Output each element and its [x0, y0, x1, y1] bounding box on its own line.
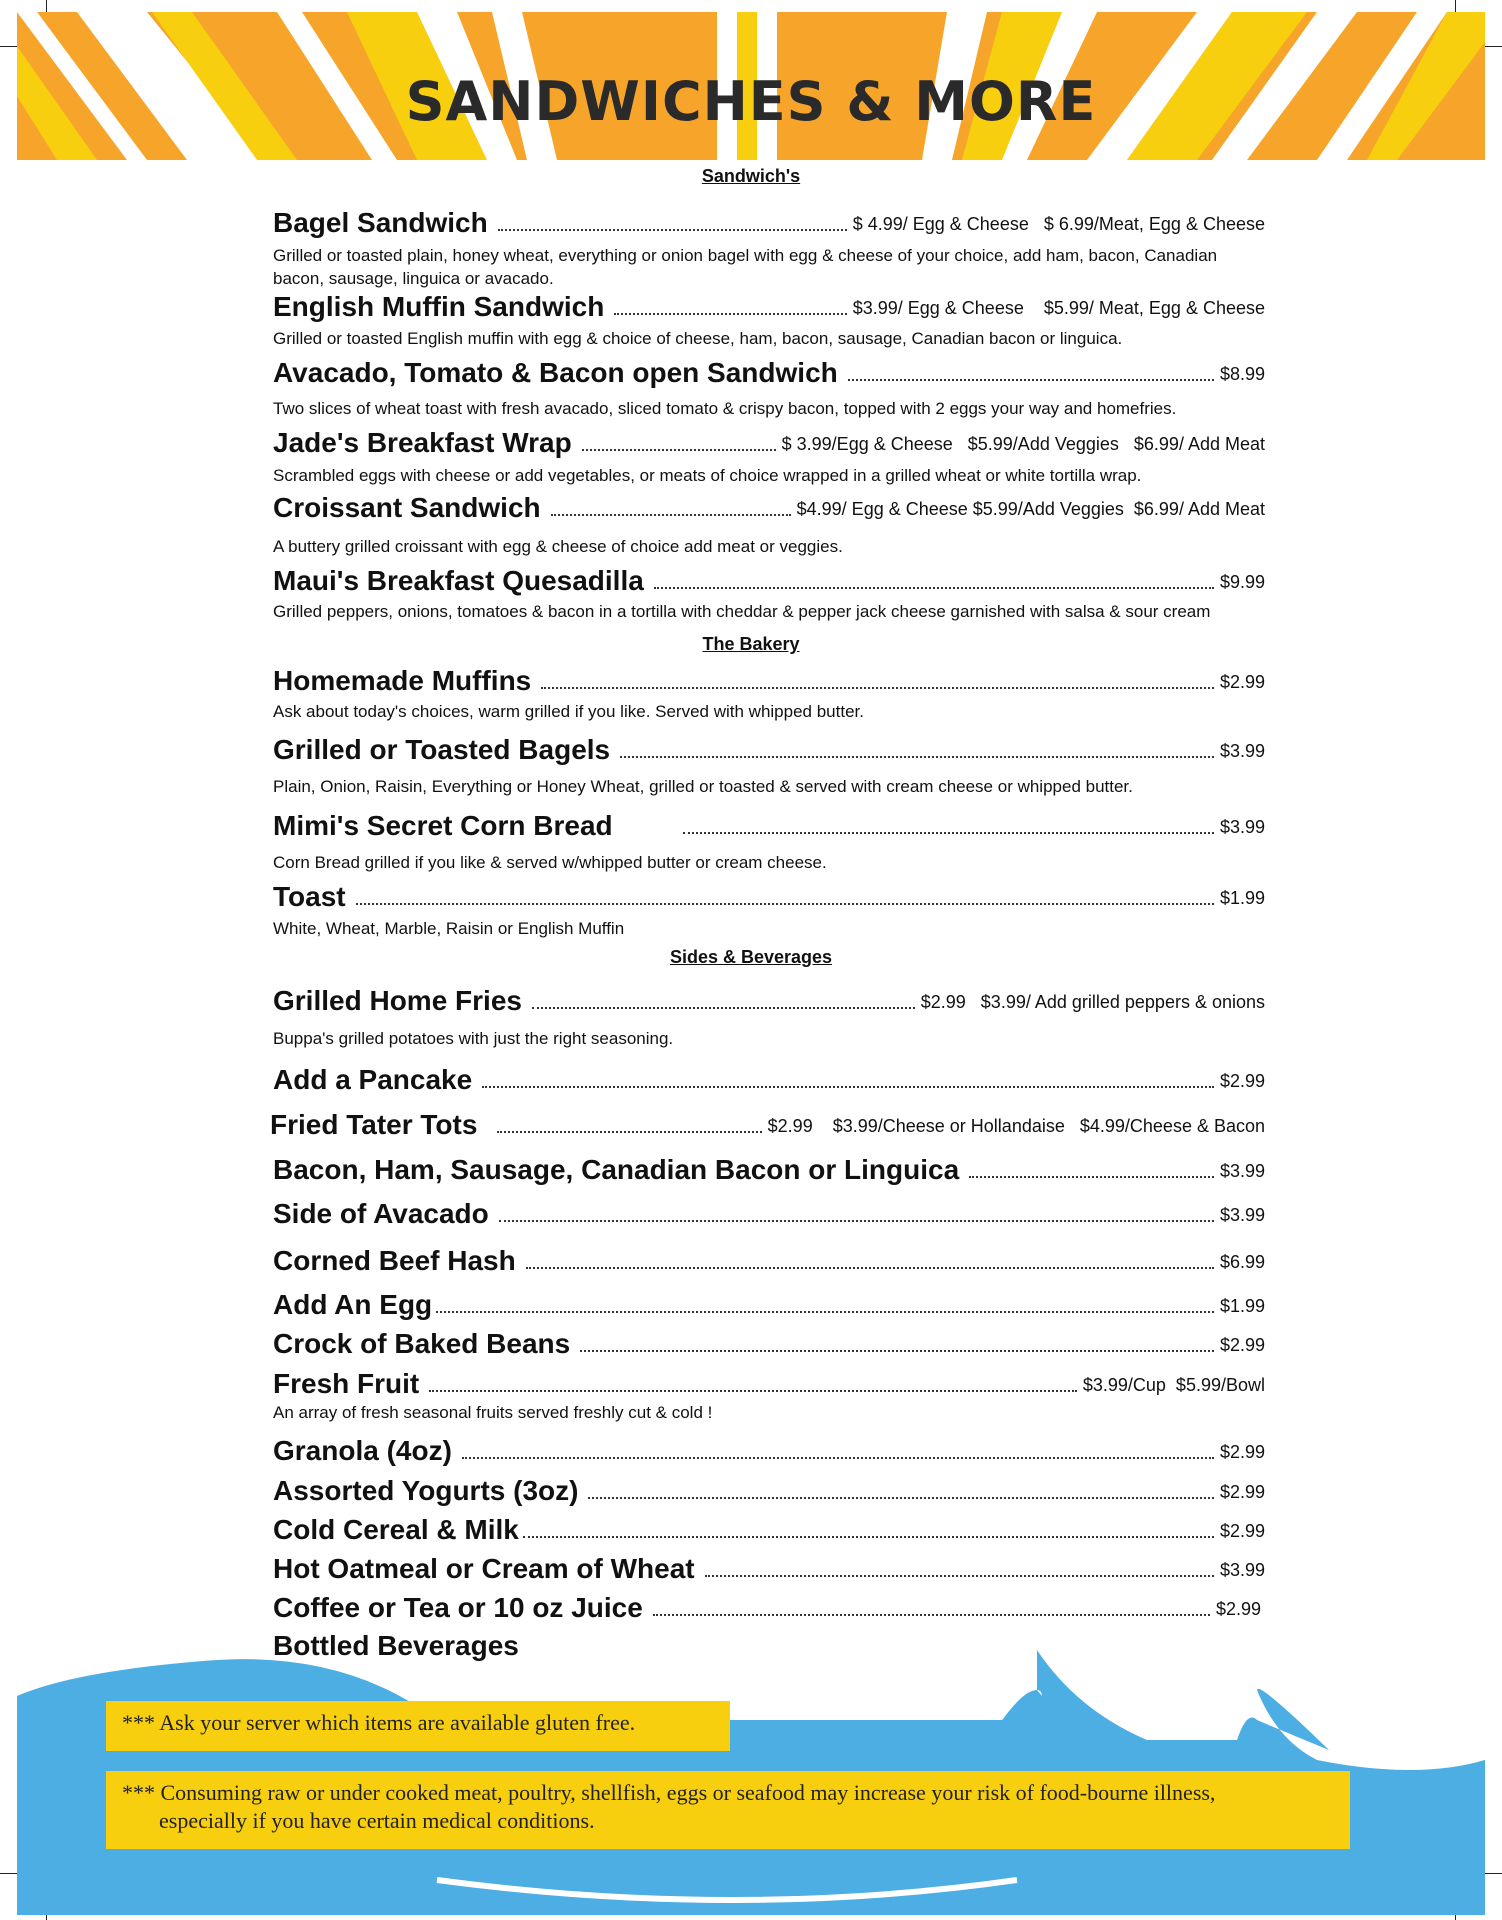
menu-item	[273, 1152, 1265, 1186]
menu-item	[273, 425, 1265, 459]
item-name: Assorted Yogurts (3oz)	[273, 1475, 579, 1506]
item-name: Grilled or Toasted Bagels	[273, 734, 611, 765]
item-name: Add a Pancake	[273, 1064, 473, 1095]
item-price: $6.99	[1219, 1252, 1265, 1272]
dot-leader	[541, 687, 1214, 689]
item-price: $2.99	[1219, 1442, 1265, 1462]
menu-item	[273, 1196, 1265, 1230]
item-description: Ask about today's choices, warm grilled if you like. Served with whipped butter.	[273, 702, 864, 721]
menu-item	[273, 732, 1265, 766]
item-name: Jade's Breakfast Wrap	[273, 427, 572, 458]
item-name: English Muffin Sandwich	[273, 291, 605, 322]
menu-item	[273, 1243, 1265, 1277]
item-price: $ 4.99/ Egg & Cheese $ 6.99/Meat, Egg & Cheese	[852, 214, 1265, 234]
dot-leader	[588, 1497, 1214, 1499]
food-safety-notice	[106, 1771, 1350, 1849]
menu-item	[273, 1326, 1265, 1360]
item-description: Grilled peppers, onions, tomatoes & bacon in a tortilla with cheddar & pepper jack cheese garnished with salsa & sour cream	[273, 602, 1211, 621]
item-description: An array of fresh seasonal fruits served freshly cut & cold !	[273, 1403, 713, 1422]
dot-leader	[580, 1350, 1214, 1352]
item-description: Corn Bread grilled if you like & served w/whipped butter or cream cheese.	[273, 853, 827, 872]
dot-leader	[429, 1390, 1077, 1392]
dot-leader	[653, 1614, 1210, 1616]
item-price: $2.99	[1219, 1335, 1265, 1355]
item-price: $3.99/ Egg & Cheese $5.99/ Meat, Egg & Cheese	[852, 298, 1265, 318]
item-description: White, Wheat, Marble, Raisin or English Muffin	[273, 919, 625, 938]
item-price: $3.99	[1219, 741, 1265, 761]
menu-item	[273, 490, 1265, 524]
dot-leader	[462, 1457, 1214, 1459]
dot-leader	[551, 514, 791, 516]
item-description: Plain, Onion, Raisin, Everything or Honey Wheat, grilled or toasted & served with cream cheese or whipped butter.	[273, 777, 1133, 796]
item-name: Bottled Beverages	[273, 1630, 519, 1661]
food-safety-line-2: especially if you have certain medical conditions.	[159, 1808, 595, 1833]
item-price: $8.99	[1219, 364, 1265, 384]
item-name: Mimi's Secret Corn Bread	[273, 810, 613, 841]
dot-leader	[499, 1220, 1214, 1222]
dot-leader	[482, 1086, 1214, 1088]
dot-leader	[523, 1536, 1214, 1538]
item-price: $1.99	[1219, 888, 1265, 908]
item-price: $3.99	[1219, 1560, 1265, 1580]
item-name: Hot Oatmeal or Cream of Wheat	[273, 1553, 695, 1584]
dot-leader	[532, 1007, 915, 1009]
item-name: Grilled Home Fries	[273, 985, 522, 1016]
item-description: Scrambled eggs with cheese or add vegetables, or meats of choice wrapped in a grilled wheat or white tortilla wrap.	[273, 466, 1142, 485]
item-name: Crock of Baked Beans	[273, 1328, 571, 1359]
item-name: Side of Avacado	[273, 1198, 489, 1229]
item-description: A buttery grilled croissant with egg & cheese of choice add meat or veggies.	[273, 537, 843, 556]
item-name: Bagel Sandwich	[273, 207, 488, 238]
item-price: $2.99 $3.99/ Add grilled peppers & onions	[920, 992, 1265, 1012]
item-price: $3.99	[1219, 817, 1265, 837]
dot-leader	[705, 1575, 1214, 1577]
item-price: $3.99	[1219, 1161, 1265, 1181]
item-price: $2.99	[1219, 1482, 1265, 1502]
food-safety-line-1: *** Consuming raw or under cooked meat, poultry, shellfish, eggs or seafood may increase your risk of food-bourne illness,	[122, 1780, 1216, 1805]
section-title-bakery: The Bakery	[702, 634, 800, 654]
item-price: $4.99/ Egg & Cheese $5.99/Add Veggies $6.99/ Add Meat	[796, 499, 1265, 519]
item-name: Maui's Breakfast Quesadilla	[273, 565, 644, 596]
item-description: Grilled or toasted plain, honey wheat, everything or onion bagel with egg & cheese of your choice, add ham, bacon, Canadian bacon, sausage, linguica or avacado.	[273, 246, 1218, 288]
item-description: Grilled or toasted English muffin with egg & choice of cheese, ham, bacon, sausage, Canadian bacon or linguica.	[273, 329, 1123, 348]
menu-item	[273, 205, 1265, 239]
menu-item	[273, 289, 1265, 323]
page-title: SANDWICHES & MORE	[405, 70, 1097, 133]
item-name: Avacado, Tomato & Bacon open Sandwich	[273, 357, 838, 388]
item-description: Two slices of wheat toast with fresh avacado, sliced tomato & crispy bacon, topped with 2 eggs your way and homefries.	[273, 399, 1177, 418]
dot-leader	[356, 903, 1214, 905]
menu-item	[273, 663, 1265, 697]
menu-item	[273, 1433, 1265, 1467]
menu-item	[273, 1287, 1265, 1321]
item-name: Granola (4oz)	[273, 1435, 452, 1466]
menu-item	[270, 1107, 1265, 1141]
item-price: $2.99 $3.99/Cheese or Hollandaise $4.99/Cheese & Bacon	[767, 1116, 1265, 1136]
item-name: Cold Cereal & Milk	[273, 1514, 519, 1545]
item-price: $2.99	[1219, 1071, 1265, 1091]
menu-item	[273, 1590, 1261, 1624]
dot-leader	[582, 449, 776, 451]
item-name: Corned Beef Hash	[273, 1245, 516, 1276]
item-name: Coffee or Tea or 10 oz Juice	[273, 1592, 643, 1623]
item-price: $3.99/Cup $5.99/Bowl	[1082, 1375, 1265, 1395]
dot-leader	[848, 379, 1214, 381]
item-price: $2.99	[1219, 672, 1265, 692]
menu-item	[273, 1062, 1265, 1096]
item-name: Bacon, Ham, Sausage, Canadian Bacon or Linguica	[273, 1154, 960, 1185]
item-name: Fresh Fruit	[273, 1368, 420, 1399]
item-price: $ 3.99/Egg & Cheese $5.99/Add Veggies $6.99/ Add Meat	[781, 434, 1265, 454]
item-name: Homemade Muffins	[273, 665, 532, 696]
dot-leader	[654, 587, 1214, 589]
item-price: $2.99	[1215, 1599, 1261, 1619]
dot-leader	[498, 229, 847, 231]
item-name: Fried Tater Tots	[270, 1109, 478, 1140]
item-name: Toast	[273, 881, 346, 912]
menu-item	[273, 1512, 1265, 1546]
item-price: $3.99	[1219, 1205, 1265, 1225]
dot-leader	[620, 756, 1214, 758]
menu-item	[273, 1551, 1265, 1585]
dot-leader	[969, 1176, 1214, 1178]
menu-item	[273, 1473, 1265, 1507]
dot-leader	[683, 832, 1214, 834]
dot-leader	[526, 1267, 1214, 1269]
item-name: Croissant Sandwich	[273, 492, 541, 523]
menu-item	[273, 1366, 1265, 1400]
menu-item	[273, 563, 1265, 597]
item-price: $1.99	[1219, 1296, 1265, 1316]
dot-leader	[436, 1311, 1214, 1313]
dot-leader	[497, 1131, 761, 1133]
menu-item	[273, 808, 1265, 842]
menu-item	[273, 879, 1265, 913]
menu-item	[273, 983, 1265, 1017]
section-title-sandwiches: Sandwich's	[701, 166, 801, 186]
item-name: Add An Egg	[273, 1289, 433, 1320]
item-description: Buppa's grilled potatoes with just the right seasoning.	[273, 1029, 674, 1048]
dot-leader	[614, 313, 846, 315]
section-title-sides: Sides & Beverages	[669, 947, 833, 967]
menu-item	[273, 355, 1265, 389]
item-price: $9.99	[1219, 572, 1265, 592]
item-price: $2.99	[1219, 1521, 1265, 1541]
gluten-free-notice: *** Ask your server which items are available gluten free.	[106, 1701, 730, 1751]
